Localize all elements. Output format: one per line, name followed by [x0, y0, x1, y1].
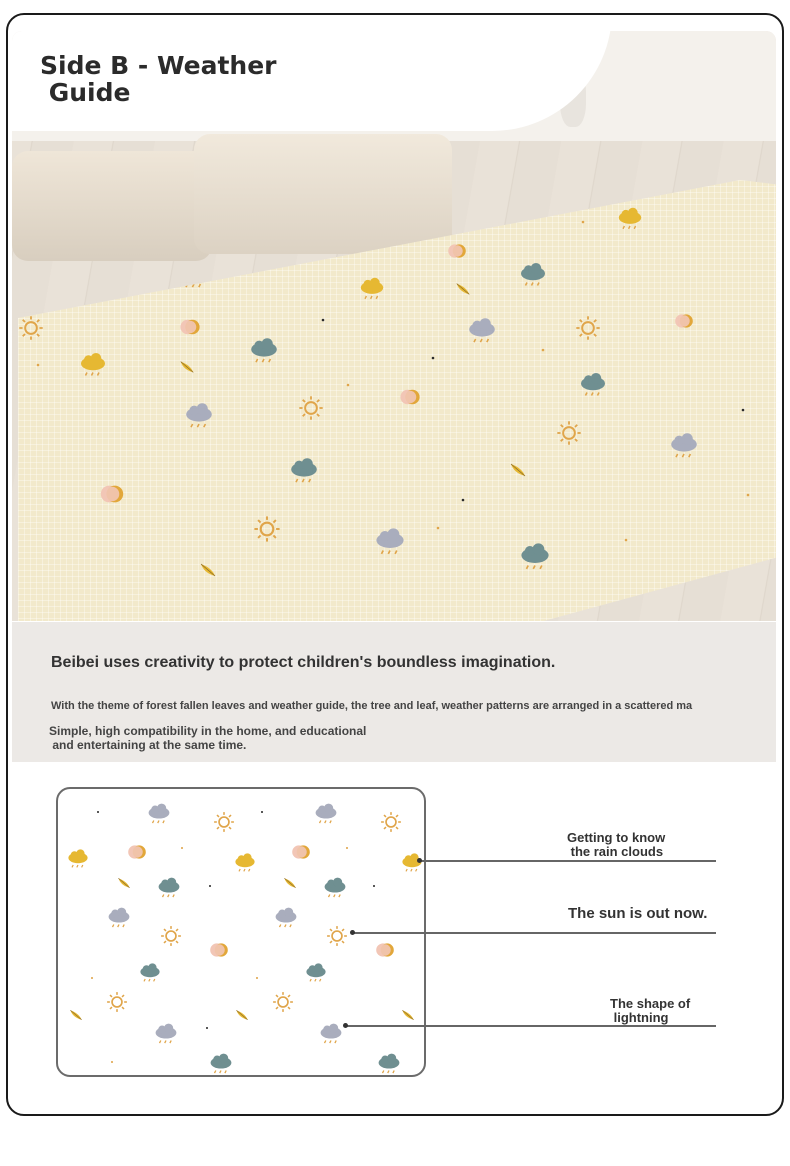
rain-cloud-icon [466, 315, 498, 351]
rain-cloud-icon [138, 961, 162, 989]
callout-lightning: The shape of lightning [610, 996, 691, 1025]
product-photo [12, 31, 776, 621]
rain-cloud-icon [438, 190, 468, 224]
moon-icon [98, 480, 126, 512]
rain-cloud-icon [273, 905, 299, 935]
dot-icon [33, 355, 43, 374]
sun-icon [380, 811, 402, 837]
rain-cloud-icon [376, 1051, 402, 1077]
dot-icon [738, 400, 748, 419]
lightning-leaf-icon [116, 875, 132, 895]
lightning-leaf-icon [508, 460, 528, 484]
play-mat [12, 186, 776, 621]
rain-cloud-icon [304, 961, 328, 989]
rain-cloud-icon [208, 1051, 234, 1077]
sun-icon [272, 991, 294, 1017]
callout-sun: The sun is out now. [568, 905, 708, 922]
dot-icon [108, 1051, 116, 1070]
moon-icon [126, 841, 148, 867]
sun-icon [106, 991, 128, 1017]
description-paragraph-2: Simple, high compatibility in the home, and educational and entertaining at the same time. [49, 724, 367, 752]
rain-cloud-icon [578, 370, 608, 404]
dot-icon [206, 875, 214, 894]
sun-icon [213, 811, 235, 837]
lightning-leaf-icon [68, 1007, 84, 1027]
leader-line-sun [352, 932, 716, 934]
dot-icon [253, 967, 261, 986]
rain-cloud-icon [153, 1021, 179, 1051]
moon-icon [374, 939, 396, 965]
moon-icon [446, 240, 468, 266]
rain-cloud-icon [400, 851, 424, 879]
moon-icon [290, 841, 312, 867]
rain-cloud-icon [358, 275, 386, 307]
rain-cloud-icon [373, 525, 407, 563]
rain-cloud-icon [178, 260, 210, 296]
rain-cloud-icon [183, 400, 215, 436]
moon-icon [178, 315, 202, 343]
rain-cloud-icon [146, 801, 172, 831]
moon-icon [673, 310, 695, 336]
sun-icon [575, 315, 601, 345]
leader-dot [343, 1023, 348, 1028]
dot-icon [318, 310, 328, 329]
moon-icon [398, 385, 422, 413]
rain-cloud-icon [318, 1021, 344, 1051]
dot-icon [94, 801, 102, 820]
leader-line-rain-clouds [420, 860, 716, 862]
callout-rain-clouds: Getting to know the rain clouds [567, 830, 666, 859]
dot-icon [433, 518, 443, 537]
rain-cloud-icon [66, 847, 90, 875]
rain-cloud-icon [616, 205, 644, 237]
rain-cloud-icon [313, 801, 339, 831]
dot-icon [578, 212, 588, 231]
leader-dot [417, 858, 422, 863]
dot-icon [343, 375, 353, 394]
dot-icon [368, 215, 378, 234]
dot-icon [88, 967, 96, 986]
rain-cloud-icon [78, 350, 108, 384]
dot-icon [343, 837, 351, 856]
rain-cloud-icon [668, 430, 700, 466]
sun-icon [326, 925, 348, 951]
dot-icon [203, 1017, 211, 1036]
lightning-leaf-icon [400, 1007, 416, 1027]
sun-icon [298, 395, 324, 425]
lightning-leaf-icon [454, 280, 472, 302]
sun-icon [160, 925, 182, 951]
headline: Beibei uses creativity to protect children's boundless imagination. [51, 654, 556, 671]
moon-icon [208, 939, 230, 965]
lightning-leaf-icon [178, 358, 196, 380]
sun-icon [18, 315, 44, 345]
rain-cloud-icon [156, 875, 182, 905]
rain-cloud-icon [518, 260, 548, 294]
dot-icon [178, 837, 186, 856]
dot-icon [258, 801, 266, 820]
dot-icon [370, 875, 378, 894]
rain-cloud-icon [248, 335, 280, 371]
sun-icon [556, 420, 582, 450]
sun-icon [253, 515, 281, 547]
page-title: Side B - Weather Guide [40, 51, 277, 107]
leader-dot [350, 930, 355, 935]
description-paragraph-1: With the theme of forest fallen leaves and weather guide, the tree and leaf, weather patterns are arranged in a scattered ma [51, 700, 693, 712]
rain-cloud-icon [233, 851, 257, 879]
rain-cloud-icon [518, 540, 552, 578]
lightning-leaf-icon [282, 875, 298, 895]
rain-cloud-icon [288, 455, 320, 491]
play-mat-surface [18, 180, 776, 621]
dot-icon [538, 340, 548, 359]
sun-icon [290, 235, 316, 265]
dot-icon [621, 530, 631, 549]
dot-icon [743, 485, 753, 504]
dot-icon [428, 348, 438, 367]
lightning-leaf-icon [234, 1007, 250, 1027]
lightning-leaf-icon [198, 560, 218, 584]
leader-line-lightning [345, 1025, 716, 1027]
dot-icon [83, 290, 93, 309]
rain-cloud-icon [106, 905, 132, 935]
dot-icon [261, 245, 271, 264]
dot-icon [458, 490, 468, 509]
rain-cloud-icon [322, 875, 348, 905]
